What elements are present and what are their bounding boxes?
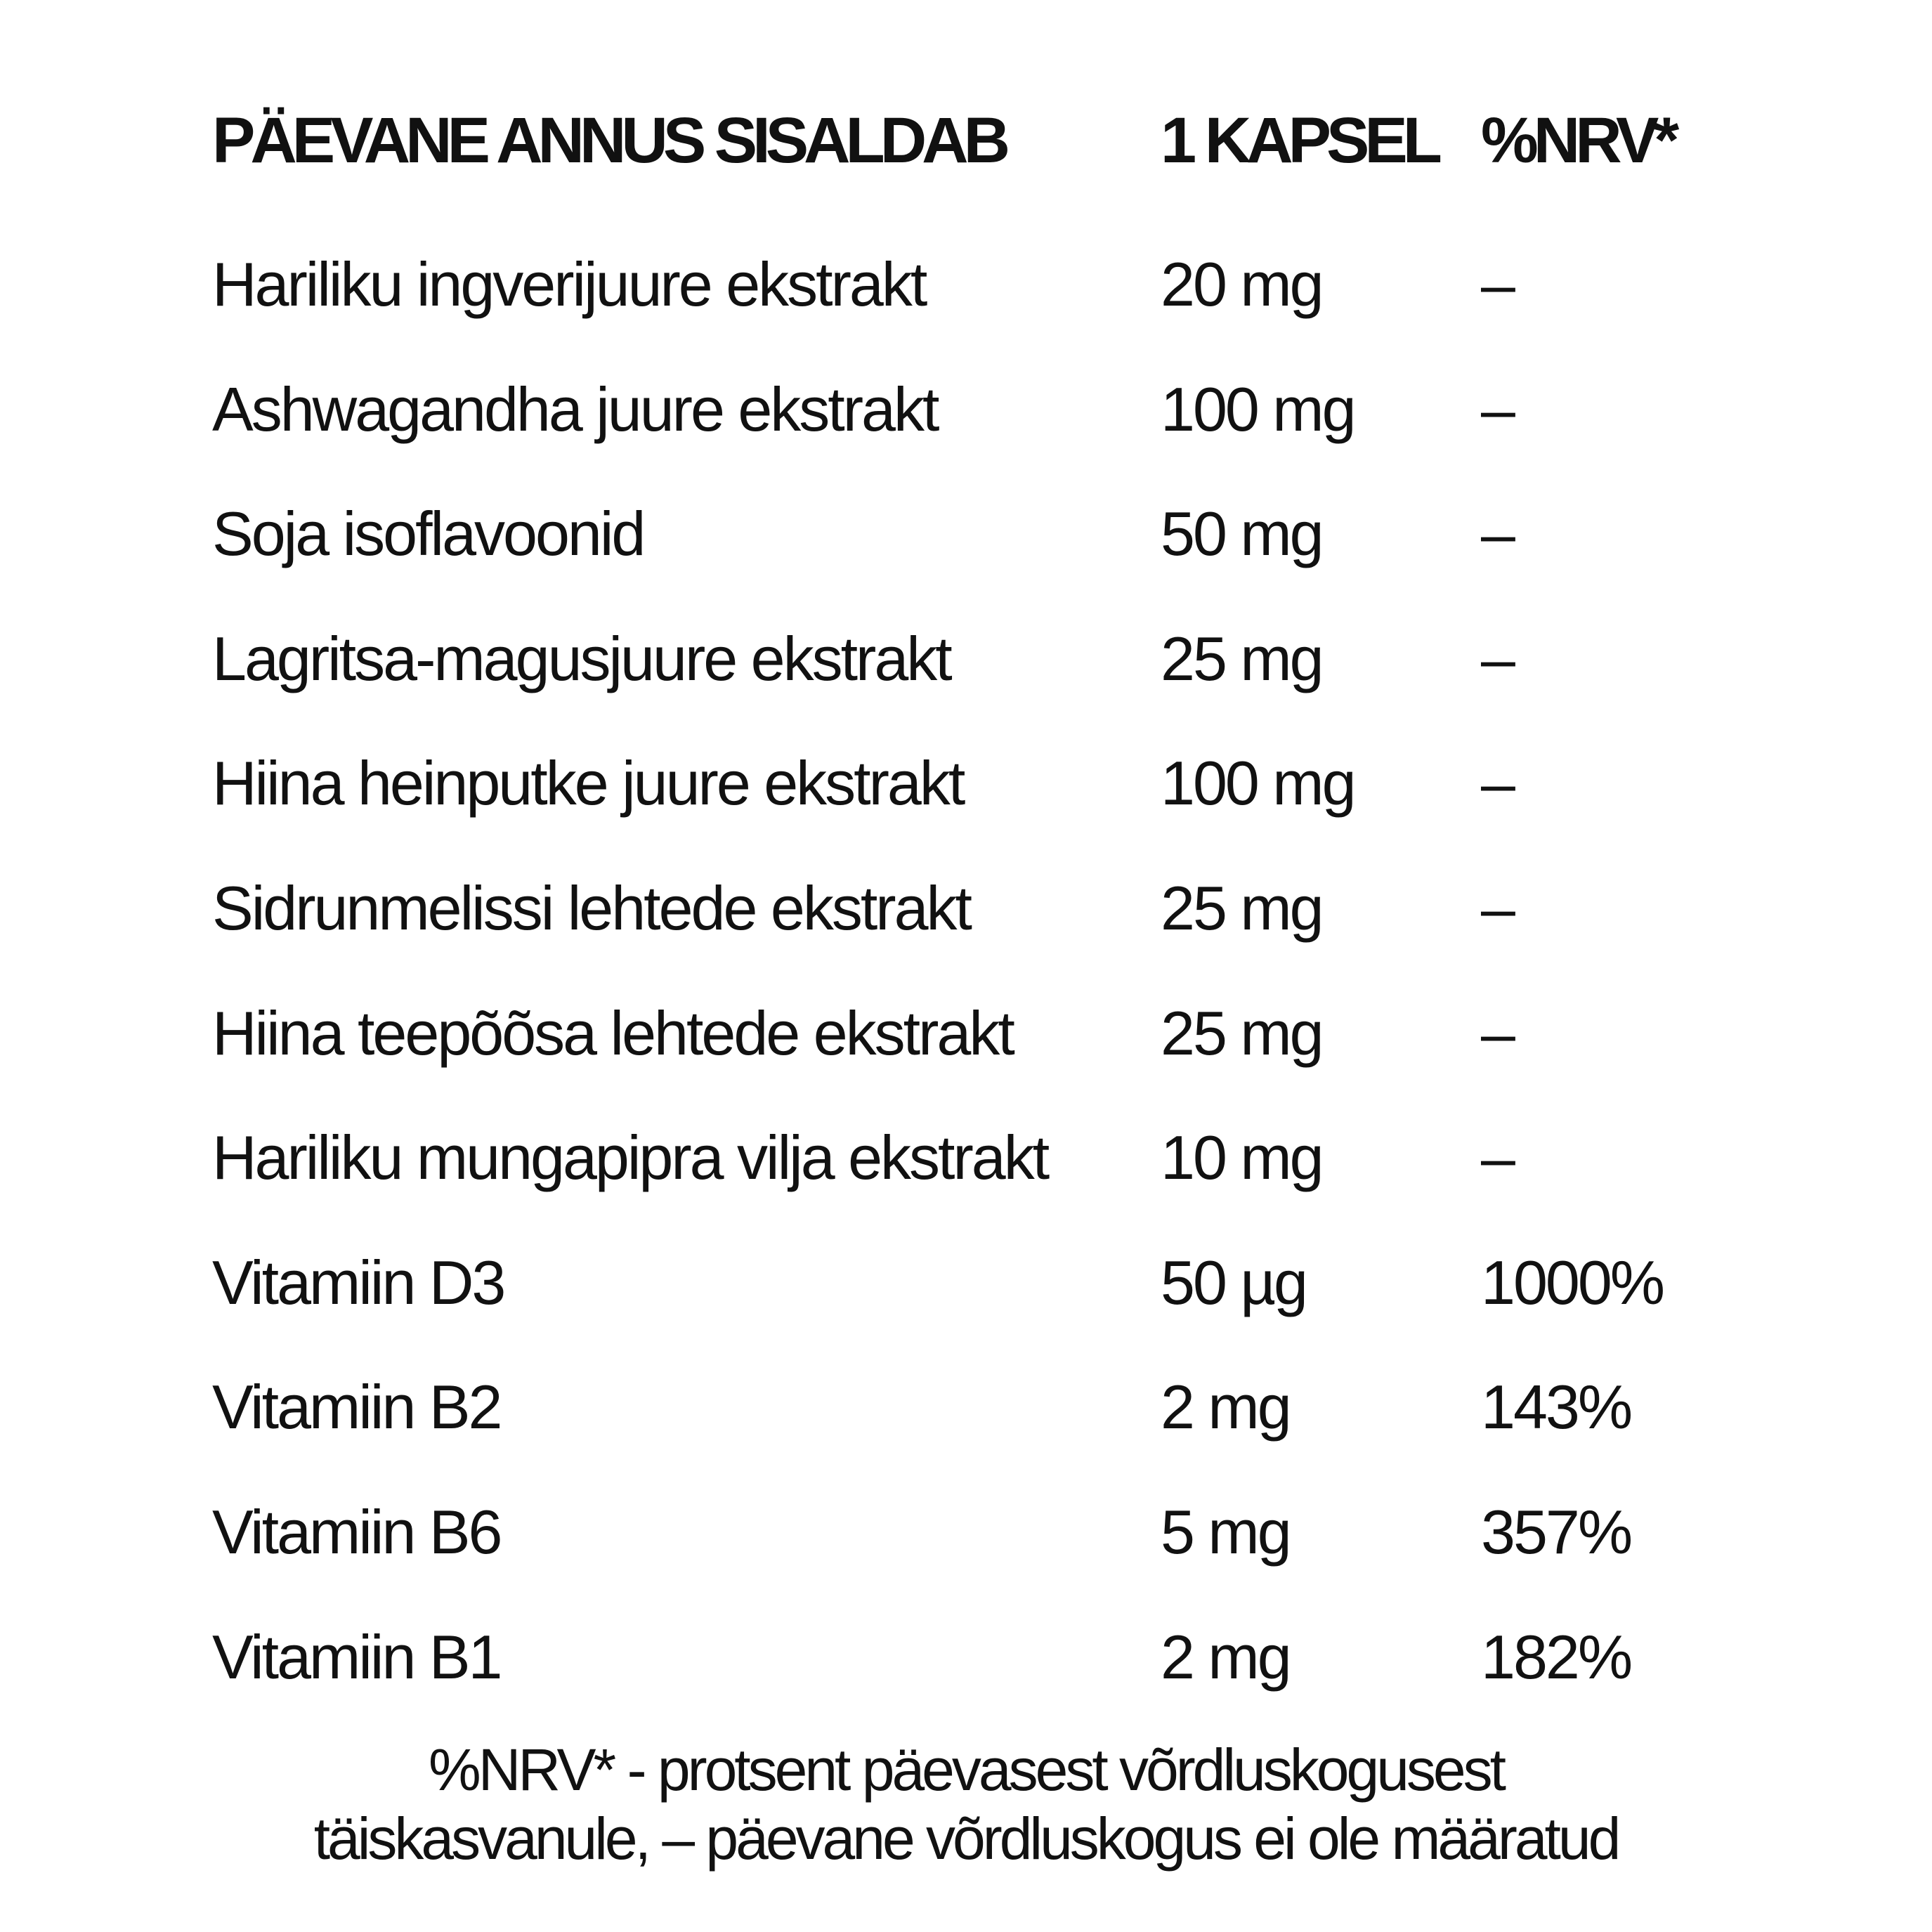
footnote-line-1: %NRV* - protsent päevasest võrdluskogusest <box>429 1737 1503 1803</box>
ingredient-cell: Lagritsa-magusjuure ekstrakt <box>212 623 951 693</box>
nrv-cell: – <box>1481 748 1513 818</box>
amount-cell: 2 mg <box>1161 1372 1290 1442</box>
nrv-cell: – <box>1481 499 1513 569</box>
amount-cell: 50 mg <box>1161 499 1322 569</box>
ingredient-cell: Hiina heinputke juure ekstrakt <box>212 748 964 818</box>
ingredient-cell: Vitamiin D3 <box>212 1247 504 1317</box>
ingredient-cell: Hariliku mungapipra vilja ekstrakt <box>212 1123 1048 1193</box>
amount-cell: 25 mg <box>1161 873 1322 943</box>
table-row <box>0 991 1932 1076</box>
table-row <box>0 866 1932 951</box>
table-row <box>0 741 1932 825</box>
amount-cell: 5 mg <box>1161 1497 1290 1567</box>
ingredient-cell: Soja isoflavoonid <box>212 499 644 569</box>
ingredient-cell: Vitamiin B2 <box>212 1372 501 1442</box>
ingredient-cell: Vitamiin B1 <box>212 1621 501 1692</box>
table-row <box>0 492 1932 576</box>
amount-cell: 25 mg <box>1161 623 1322 693</box>
nrv-cell: – <box>1481 998 1513 1068</box>
amount-cell: 2 mg <box>1161 1621 1290 1692</box>
footnote-line-2: täiskasvanule, – päevane võrdluskogus ei ole määratud <box>313 1806 1619 1872</box>
ingredient-cell: Hiina teepõõsa lehtede ekstrakt <box>212 998 1013 1068</box>
amount-cell: 10 mg <box>1161 1123 1322 1193</box>
ingredient-cell: Ashwagandha juure ekstrakt <box>212 374 938 444</box>
nrv-cell: – <box>1481 873 1513 943</box>
nrv-cell: 1000% <box>1481 1247 1664 1317</box>
nrv-cell: – <box>1481 374 1513 444</box>
amount-cell: 20 mg <box>1161 249 1322 319</box>
table-row <box>0 1241 1932 1325</box>
amount-cell: 100 mg <box>1161 748 1355 818</box>
nrv-cell: 182% <box>1481 1621 1631 1692</box>
ingredient-cell: Sidrunmelissi lehtede ekstrakt <box>212 873 970 943</box>
table-row <box>0 617 1932 701</box>
table-header <box>0 98 1932 183</box>
header-amount: 1 KAPSEL <box>1161 105 1437 176</box>
nrv-cell: 357% <box>1481 1497 1631 1567</box>
nrv-cell: – <box>1481 623 1513 693</box>
header-ingredient: PÄEVANE ANNUS SISALDAB <box>212 105 1006 176</box>
table-row <box>0 367 1932 452</box>
table-row <box>0 1365 1932 1449</box>
amount-cell: 25 mg <box>1161 998 1322 1068</box>
table-row <box>0 1490 1932 1574</box>
amount-cell: 100 mg <box>1161 374 1355 444</box>
nrv-cell: – <box>1481 249 1513 319</box>
table-row <box>0 1116 1932 1200</box>
table-row <box>0 242 1932 327</box>
nrv-cell: – <box>1481 1123 1513 1193</box>
ingredient-cell: Hariliku ingverijuure ekstrakt <box>212 249 926 319</box>
header-nrv: %NRV* <box>1481 105 1675 176</box>
ingredient-cell: Vitamiin B6 <box>212 1497 501 1567</box>
amount-cell: 50 µg <box>1161 1247 1306 1317</box>
table-row <box>0 1615 1932 1699</box>
nrv-cell: 143% <box>1481 1372 1631 1442</box>
footnote <box>0 1735 1932 1873</box>
